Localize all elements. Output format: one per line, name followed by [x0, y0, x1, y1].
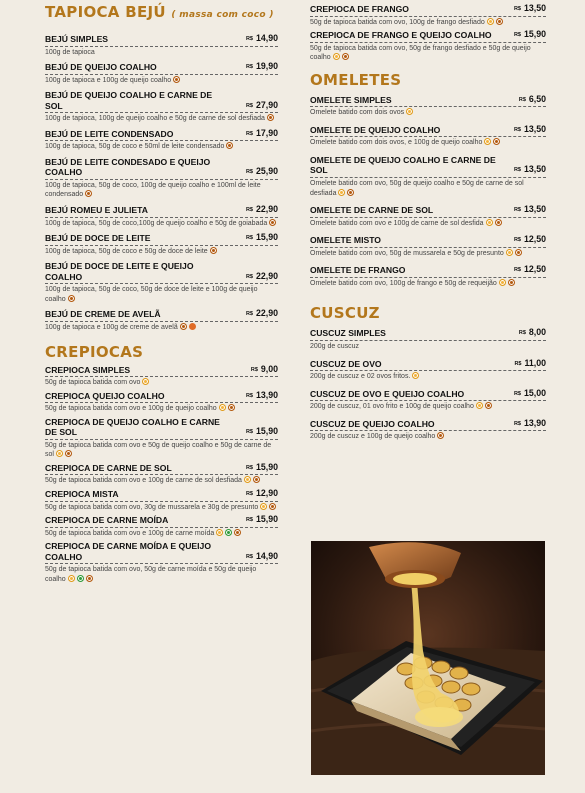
egg-allergen-icon — [484, 138, 491, 145]
price-value: 25,90 — [255, 166, 278, 177]
menu-item-header — [310, 205, 546, 218]
price-value: 8,00 — [528, 327, 546, 338]
menu-item-description-text: 100g de tapioca e 100g de creme de avelã — [45, 323, 178, 331]
gluten-allergen-icon — [189, 323, 196, 330]
menu-item — [45, 309, 278, 332]
lactose-allergen-icon — [65, 450, 72, 457]
menu-item — [45, 62, 278, 85]
menu-item-description — [310, 248, 546, 259]
menu-item-description — [45, 528, 278, 539]
currency-label: R$ — [245, 64, 253, 71]
menu-item-name: OMELETE SIMPLES — [310, 94, 392, 105]
lactose-allergen-icon — [437, 432, 444, 439]
lactose-allergen-icon — [173, 76, 180, 83]
currency-label: R$ — [513, 390, 521, 397]
price-value: 15,90 — [255, 514, 278, 525]
egg-allergen-icon — [244, 476, 251, 483]
menu-item-name: CUSCUZ DE OVO E QUEIJO COALHO — [310, 388, 465, 399]
menu-item-description-text: 100g de tapioca, 50g de coco e 50g de doce de leite — [45, 247, 208, 255]
menu-item — [310, 4, 546, 27]
menu-item-description-text: 50g de tapioca batida com ovo, 100g de frango desfiado — [310, 18, 485, 26]
menu-item-description-text: Omelete batido com ovo, 50g de mussarela e 50g de presunto — [310, 249, 504, 257]
menu-item-description-text: 200g de cuscuz — [310, 342, 360, 350]
currency-label: R$ — [518, 330, 526, 337]
menu-item-price — [514, 234, 546, 246]
menu-item-header — [310, 30, 546, 43]
egg-allergen-icon — [412, 372, 419, 379]
menu-item — [45, 129, 278, 152]
currency-label: R$ — [513, 267, 521, 274]
menu-item-price — [514, 418, 546, 430]
menu-item-description — [45, 564, 278, 584]
lactose-allergen-icon — [85, 190, 92, 197]
menu-item-description-text: Omelete batido com ovo, 100g de frango e 50g de requeijão — [310, 279, 497, 287]
currency-label: R$ — [245, 392, 253, 399]
menu-item-header — [310, 328, 546, 341]
lactose-allergen-icon — [496, 18, 503, 25]
menu-item-description — [45, 475, 278, 486]
menu-item-header — [45, 62, 278, 75]
currency-label: R$ — [245, 273, 253, 280]
menu-item-header — [310, 389, 546, 402]
lactose-allergen-icon — [485, 402, 492, 409]
menu-item — [310, 125, 546, 148]
menu-item — [45, 261, 278, 304]
lactose-allergen-icon — [68, 295, 75, 302]
menu-item-description — [310, 278, 546, 289]
menu-item-header — [310, 155, 546, 178]
menu-item-price — [514, 358, 546, 370]
cuscuz-list — [310, 328, 546, 441]
menu-item-name: CUSCUZ DE QUEIJO COALHO — [310, 418, 435, 429]
price-value: 14,90 — [255, 550, 278, 561]
currency-label: R$ — [514, 360, 522, 367]
omeletes-list — [310, 95, 546, 289]
lactose-allergen-icon — [226, 142, 233, 149]
menu-item-header — [310, 125, 546, 138]
menu-item-header — [45, 489, 278, 502]
price-value: 13,50 — [523, 164, 546, 175]
menu-item-description-text: Omelete batido com dois ovos — [310, 109, 405, 117]
menu-item-description — [310, 137, 546, 148]
lactose-allergen-icon — [86, 575, 93, 582]
menu-item-description-text: 100g de tapioca, 100g de queijo coalho e 50g de carne de sol desfiada — [45, 115, 265, 123]
menu-item-price — [246, 551, 278, 563]
menu-item-description — [45, 440, 278, 460]
menu-item-header — [45, 391, 278, 404]
price-value: 6,50 — [528, 93, 546, 104]
menu-item-header — [310, 359, 546, 372]
egg-allergen-icon — [142, 378, 149, 385]
menu-item-price — [246, 308, 278, 320]
menu-item-description — [310, 218, 546, 229]
currency-label: R$ — [513, 32, 521, 39]
lactose-allergen-icon — [180, 323, 187, 330]
menu-item-price — [246, 33, 278, 45]
price-value: 15,90 — [255, 426, 278, 437]
menu-item — [45, 541, 278, 584]
menu-item-name: BEJÚ DE QUEIJO COALHO — [45, 62, 157, 73]
menu-item-description — [45, 218, 278, 229]
menu-item — [45, 233, 278, 256]
menu-item — [45, 34, 278, 57]
egg-allergen-icon — [506, 249, 513, 256]
menu-item-description-text: Omelete batido com ovo e 100g de carne de sol desfida — [310, 219, 484, 227]
lactose-allergen-icon — [267, 114, 274, 121]
left-column — [45, 0, 278, 584]
lactose-allergen-icon — [269, 503, 276, 510]
menu-item-header — [310, 265, 546, 278]
crepioca-frango-list — [310, 4, 546, 63]
menu-item-description — [45, 141, 278, 152]
price-value: 15,00 — [523, 387, 546, 398]
price-value: 11,00 — [524, 357, 546, 368]
tapioca-section-title: TAPIOCA BEJÚ ( massa com coco ) — [45, 3, 274, 21]
lactose-allergen-icon — [228, 404, 235, 411]
menu-item-price — [514, 164, 546, 176]
currency-label: R$ — [245, 311, 253, 318]
menu-item-description-text: 200g de cuscuz e 02 ovos fritos. — [310, 373, 411, 381]
menu-item-description — [310, 43, 546, 63]
menu-item-price — [514, 29, 546, 41]
menu-item-description — [45, 75, 278, 86]
menu-item-price — [246, 271, 278, 283]
menu-item-price — [246, 514, 278, 526]
menu-item-name: CREPIOCA DE CARNE MOÍDA E QUEIJO COALHO — [45, 541, 212, 562]
menu-item-description — [45, 113, 278, 124]
menu-item-name: OMELETE DE QUEIJO COALHO — [310, 124, 441, 135]
menu-item-name: CREPIOCA DE CARNE DE SOL — [45, 462, 172, 473]
menu-item — [310, 205, 546, 228]
menu-item-price — [246, 488, 278, 500]
lactose-allergen-icon — [515, 249, 522, 256]
menu-item-name: OMELETE DE CARNE DE SOL — [310, 205, 434, 216]
price-value: 13,50 — [523, 204, 546, 215]
menu-item-name: BEJÚ SIMPLES — [45, 34, 109, 44]
menu-item-description-text: 50g de tapioca batida com ovo, 50g de carne moída e 50g de queijo coalho — [45, 566, 257, 583]
veg-allergen-icon — [77, 575, 84, 582]
menu-item-name: OMELETE DE QUEIJO COALHO E CARNE DE SOL — [310, 154, 496, 176]
menu-item — [310, 265, 546, 288]
menu-item-header — [45, 129, 278, 142]
lactose-allergen-icon — [347, 189, 354, 196]
currency-label: R$ — [513, 420, 521, 427]
menu-item-description-text: 100g de tapioca, 50g de coco, 100g de queijo coalho e 100ml de leite condensado — [45, 181, 261, 199]
menu-item — [45, 391, 278, 414]
currency-label: R$ — [245, 235, 253, 242]
menu-item — [310, 235, 546, 258]
menu-item-name: BEJÚ DE QUEIJO COALHO E CARNE DE SOL — [45, 90, 213, 111]
crepiocas-section-title: CREPIOCAS — [45, 342, 144, 361]
egg-allergen-icon — [487, 18, 494, 25]
menu-item-name: BEJÚ DE LEITE CONDENSADO — [45, 128, 174, 139]
currency-label: R$ — [245, 169, 253, 176]
menu-item — [310, 389, 546, 412]
cuscuz-section-title: CUSCUZ — [310, 304, 380, 323]
menu-item-price — [246, 100, 278, 112]
menu-item-header — [45, 34, 278, 47]
menu-item-name: CUSCUZ DE OVO — [310, 358, 382, 369]
menu-item-header — [45, 541, 278, 564]
lactose-allergen-icon — [269, 219, 276, 226]
egg-allergen-icon — [56, 450, 63, 457]
menu-item-header — [45, 463, 278, 476]
menu-item-name: CREPIOCA DE FRANGO E QUEIJO COALHO — [310, 30, 492, 41]
menu-item-description — [45, 246, 278, 257]
menu-item-header — [45, 261, 278, 284]
egg-allergen-icon — [406, 108, 413, 115]
menu-item-price — [246, 166, 278, 178]
lactose-allergen-icon — [493, 138, 500, 145]
menu-item-name: CREPIOCA DE CARNE MOÍDA — [45, 515, 169, 526]
lactose-allergen-icon — [342, 53, 349, 60]
menu-item — [45, 515, 278, 538]
right-column — [310, 0, 546, 442]
lactose-allergen-icon — [508, 279, 515, 286]
menu-item-header — [45, 233, 278, 246]
egg-allergen-icon — [219, 404, 226, 411]
price-value: 12,50 — [523, 234, 546, 245]
menu-item-description-text: 50g de tapioca batida com ovo — [45, 379, 141, 387]
menu-item-description-text: 100g de tapioca, 50g de coco,100g de queijo coalho e 50g de goiabada — [45, 219, 268, 227]
currency-label: R$ — [245, 517, 253, 524]
menu-item-description-text: 50g de tapioca batida com ovo, 30g de mussarela e 30g de presunto — [45, 503, 259, 511]
currency-label: R$ — [245, 102, 253, 109]
menu-item-description — [310, 371, 546, 382]
menu-item-description-text: Omelete batido com ovo, 50g de queijo coalho e 50g de carne de sol desfiada — [310, 179, 524, 197]
menu-item-name: OMELETE DE FRANGO — [310, 265, 406, 276]
menu-item — [310, 328, 546, 351]
menu-item-header — [310, 4, 546, 17]
menu-item-name: OMELETE MISTO — [310, 235, 381, 246]
price-value: 14,90 — [255, 33, 278, 43]
egg-allergen-icon — [338, 189, 345, 196]
menu-item-name: CREPIOCA DE FRANGO — [310, 4, 409, 14]
menu-item — [45, 417, 278, 460]
menu-item-price — [246, 426, 278, 438]
currency-label: R$ — [513, 6, 521, 12]
menu-item-description-text: 50g de tapioca batida com ovo, 50g de frango desfiado e 50g de queijo coalho — [310, 44, 531, 62]
menu-item-header — [45, 365, 278, 378]
currency-label: R$ — [250, 366, 258, 373]
menu-item — [45, 90, 278, 124]
menu-item-name: BEJÚ DE DOCE DE LEITE E QUEIJO COALHO — [45, 261, 194, 282]
price-value: 17,90 — [255, 127, 278, 138]
menu-item-name: BEJÚ DE DOCE DE LEITE — [45, 233, 151, 244]
menu-item-price — [246, 462, 278, 474]
menu-item-header — [45, 417, 278, 440]
price-value: 9,00 — [260, 363, 278, 374]
egg-allergen-icon — [68, 575, 75, 582]
menu-item-name: CUSCUZ SIMPLES — [310, 328, 386, 339]
egg-allergen-icon — [499, 279, 506, 286]
menu-item-header — [310, 95, 546, 108]
menu-item-header — [310, 419, 546, 432]
menu-item-description — [310, 341, 546, 352]
price-value: 27,90 — [255, 99, 278, 110]
menu-item-description — [310, 431, 546, 442]
menu-item-price — [246, 204, 278, 216]
menu-item-header — [310, 235, 546, 248]
menu-item-description-text: 50g de tapioca batida com ovo e 50g de queijo coalho e 50g de carne de sol — [45, 441, 272, 459]
currency-label: R$ — [245, 429, 253, 436]
menu-item-description — [45, 47, 278, 58]
menu-item-description-text: 50g de tapioca batida com ovo e 100g de carne de sol desfiada — [45, 477, 242, 485]
menu-item-description-text: 100g de tapioca e 100g de queijo coalho — [45, 76, 172, 84]
egg-allergen-icon — [476, 402, 483, 409]
currency-label: R$ — [513, 207, 521, 214]
price-value: 15,90 — [255, 232, 278, 243]
menu-item-price — [251, 364, 278, 376]
menu-item — [310, 95, 546, 118]
egg-allergen-icon — [486, 219, 493, 226]
menu-item-price — [519, 94, 546, 106]
egg-allergen-icon — [216, 529, 223, 536]
menu-item-description-text: 200g de cuscuz, 01 ovo frito e 100g de queijo coalho — [310, 403, 474, 411]
menu-item — [310, 30, 546, 63]
menu-item — [45, 205, 278, 228]
menu-item-price — [519, 327, 546, 339]
currency-label: R$ — [245, 207, 253, 214]
menu-item-description — [310, 178, 546, 198]
tapioca-photo — [311, 541, 545, 775]
menu-item — [45, 157, 278, 200]
menu-item-name: CREPIOCA SIMPLES — [45, 364, 131, 375]
price-value: 15,90 — [523, 29, 546, 40]
menu-item-description — [310, 107, 546, 118]
price-value: 13,90 — [523, 417, 546, 428]
currency-label: R$ — [245, 553, 253, 560]
menu-item-name: BEJÚ DE CREME DE AVELÃ — [45, 309, 161, 320]
menu-item-description-text: 100g de tapioca, 50g de coco e 50ml de leite condensado — [45, 143, 225, 151]
menu-item-name: CREPIOCA MISTA — [45, 489, 119, 499]
price-value: 22,90 — [255, 308, 278, 319]
menu-item-price — [514, 3, 546, 15]
price-value: 13,50 — [523, 123, 546, 134]
egg-allergen-icon — [260, 503, 267, 510]
menu-item-description — [45, 377, 278, 388]
price-value: 15,90 — [255, 461, 278, 472]
omeletes-section-title: OMELETES — [310, 70, 402, 89]
lactose-allergen-icon — [234, 529, 241, 536]
menu-item-description — [45, 284, 278, 304]
menu-item-header — [45, 515, 278, 528]
menu-item — [45, 365, 278, 388]
menu-item-description — [45, 403, 278, 414]
egg-allergen-icon — [333, 53, 340, 60]
currency-label: R$ — [513, 126, 521, 133]
currency-label: R$ — [513, 237, 521, 244]
menu-item — [310, 155, 546, 198]
menu-item-header — [45, 205, 278, 218]
menu-item-description-text: 200g de cuscuz e 100g de queijo coalho — [310, 433, 436, 441]
menu-item-description — [45, 502, 278, 513]
menu-item-name: BEJÚ ROMEU E JULIETA — [45, 205, 148, 216]
crepiocas-list — [45, 365, 278, 585]
menu-item-price — [246, 390, 278, 402]
currency-label: R$ — [245, 130, 253, 137]
menu-item-description — [310, 17, 546, 28]
menu-item-description-text: 100g de tapioca — [45, 48, 95, 56]
menu-item-description-text: 100g de tapioca, 50g de coco, 50g de doce de leite e 100g de queijo coalho — [45, 286, 258, 303]
veg-allergen-icon — [225, 529, 232, 536]
price-value: 13,90 — [255, 389, 278, 400]
menu-item-header — [45, 309, 278, 322]
price-value: 12,50 — [523, 264, 546, 275]
menu-item-description — [310, 401, 546, 412]
menu-item-description-text: 50g de tapioca batida com ovo e 100g de carne moída — [45, 529, 215, 537]
lactose-allergen-icon — [210, 247, 217, 254]
menu-item-header — [45, 90, 278, 113]
menu-item-name: BEJÚ DE LEITE CONDESADO E QUEIJO COALHO — [45, 156, 211, 178]
currency-label: R$ — [245, 464, 253, 471]
menu-item — [310, 419, 546, 442]
menu-item-name: CREPIOCA QUEIJO COALHO — [45, 390, 165, 401]
menu-item-price — [514, 388, 546, 400]
menu-item — [45, 489, 278, 512]
currency-label: R$ — [245, 491, 253, 497]
price-value: 12,90 — [255, 488, 278, 498]
menu-item-price — [514, 124, 546, 136]
menu-item-price — [246, 61, 278, 73]
menu-item-description — [45, 322, 278, 333]
menu-item-description — [45, 180, 278, 200]
menu-item — [310, 359, 546, 382]
menu-item-description-text: Omelete batido com dois ovos, e 100g de queijo coalho — [310, 139, 483, 147]
menu-item-header — [45, 157, 278, 180]
price-value: 19,90 — [255, 61, 278, 72]
tapioca-list — [45, 34, 278, 333]
currency-label: R$ — [513, 167, 521, 174]
menu-item-price — [246, 232, 278, 244]
menu-item-price — [514, 264, 546, 276]
price-value: 13,50 — [523, 3, 546, 13]
currency-label: R$ — [245, 36, 253, 42]
lactose-allergen-icon — [495, 219, 502, 226]
menu-item-description-text: 50g de tapioca batida com ovo e 100g de queijo coalho — [45, 405, 217, 413]
lactose-allergen-icon — [253, 476, 260, 483]
menu-item-price — [514, 204, 546, 216]
menu-item-name: CREPIOCA DE QUEIJO COALHO E CARNE DE SOL — [45, 416, 220, 438]
price-value: 22,90 — [255, 204, 278, 215]
menu-item-price — [246, 128, 278, 140]
menu-item — [45, 463, 278, 486]
price-value: 22,90 — [255, 270, 278, 281]
currency-label: R$ — [518, 96, 526, 103]
